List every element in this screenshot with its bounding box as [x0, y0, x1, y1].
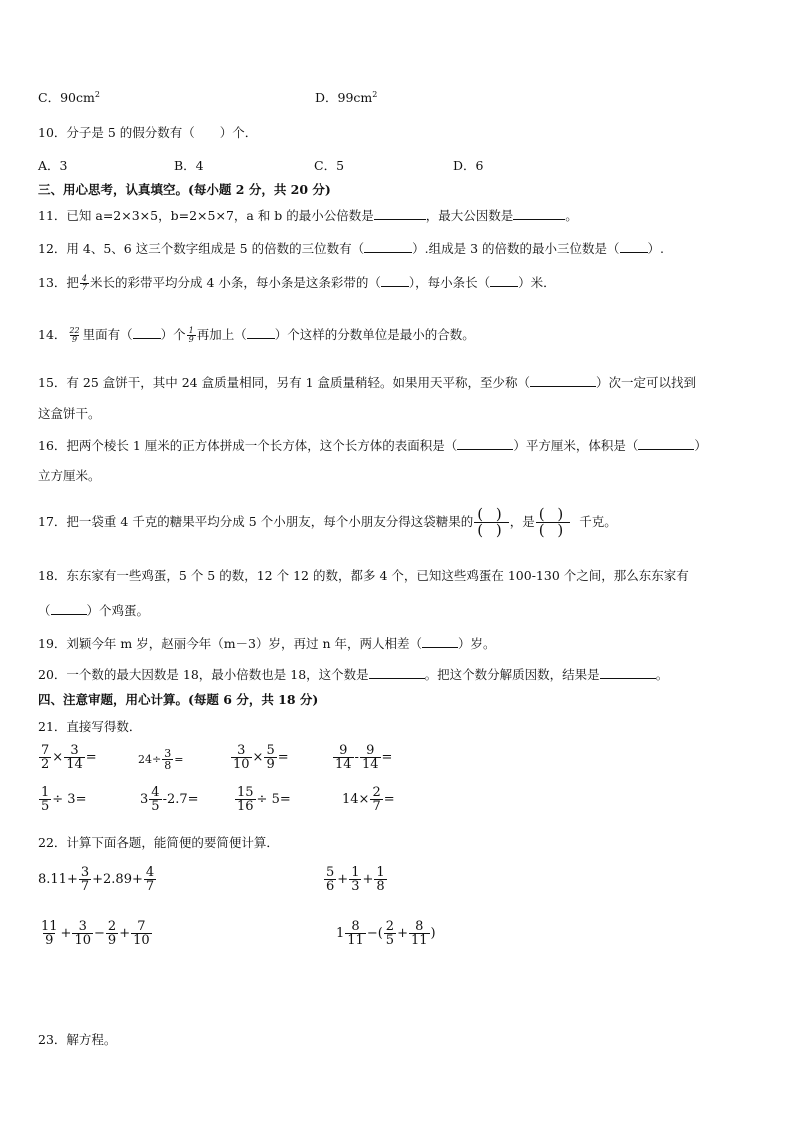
- section-4-heading: 四、注意审题，用心计算。(每题 6 分，共 18 分): [38, 692, 319, 707]
- q15-blank[interactable]: [530, 374, 596, 387]
- q10-option-b: B．4: [174, 158, 204, 173]
- q20-question: 20．一个数的最大因数是 18，最小倍数也是 18，这个数是 。把这个数分解质因数，结果是 。: [38, 667, 669, 682]
- q18-question-line2: （ ）个鸡蛋。: [38, 603, 150, 618]
- q17-blank-fraction-2[interactable]: $\frac{( )}{( )}$: [536, 507, 570, 538]
- q19-blank[interactable]: [422, 635, 458, 648]
- q17-question: 17．把一袋重 4 千克的糖果平均分成 5 个小朋友，每个小朋友分得这袋糖果的 $\frac{( )}{( )}$ ，是 $\frac{( )}{( )}$ 千克。: [38, 504, 617, 539]
- q21-title: 21．直接写得数．: [38, 719, 142, 734]
- q13-fraction: $\frac{4}{7}$: [81, 274, 87, 292]
- q22-title: 22．计算下面各题，能简便的要简便计算．: [38, 835, 279, 850]
- q22-expression-3: $\frac{11}{9}$ + $\frac{3}{10}$ − $\frac{2}{9}$ + $\frac{7}{10}$: [41, 919, 150, 948]
- q14-blank-1[interactable]: [133, 326, 161, 339]
- q23-title: 23．解方程。: [38, 1032, 117, 1047]
- q16-blank-volume[interactable]: [638, 437, 694, 450]
- q21-expression-4: $\frac{9}{14}$ - $\frac{9}{14}$ =: [335, 743, 393, 772]
- q14-blank-2[interactable]: [247, 326, 275, 339]
- q12-question: 12．用 4、5、6 这三个数字组成是 5 的倍数的三位数有（ ）.组成是 3 的倍数的最小三位数是（ ）.: [38, 241, 664, 256]
- q21-expression-8: 14× $\frac{2}{7}$ =: [342, 785, 395, 814]
- q13-blank-2[interactable]: [490, 274, 518, 287]
- q10-question: 10．分子是 5 的假分数有（ ）个．: [38, 125, 258, 140]
- q21-expression-2: 24÷ $\frac{3}{8}$ =: [138, 747, 184, 772]
- q21-expression-3: $\frac{3}{10}$ × $\frac{5}{9}$ =: [233, 743, 289, 772]
- q15-question-line1: 15．有 25 盒饼干，其中 24 盒质量相同，另有 1 盒质量稍轻。如果用天平称，至少称（ ）次一定可以找到: [38, 375, 697, 390]
- q22-expression-1: 8.11+ $\frac{3}{7}$ +2.89+ $\frac{4}{7}$: [38, 865, 155, 894]
- q11-question: 11．已知 a=2×3×5，b=2×5×7，a 和 b 的最小公倍数是 ，最大公因数是 。: [38, 208, 578, 223]
- q21-expression-6: 3 $\frac{4}{5}$ -2.7=: [140, 785, 199, 814]
- q14-fraction-1-9: $\frac{1}{9}$: [188, 326, 194, 344]
- q19-question: 19．刘颖今年 m 岁，赵丽今年（m－3）岁，再过 n 年，两人相差（ ）岁。: [38, 636, 496, 651]
- q13-question: 13．把 $\frac{4}{7}$ 米长的彩带平均分成 4 小条，每小条是这条彩带的（ ），每小条长（ ）米．: [38, 274, 556, 292]
- q18-question-line1: 18．东东家有一些鸡蛋，5 个 5 的数，12 个 12 的数，都多 4 个，已知这些鸡蛋在 100-130 个之间，那么东东家有: [38, 568, 689, 583]
- q13-blank-1[interactable]: [381, 274, 409, 287]
- q15-question-line2: 这盒饼干。: [38, 406, 101, 421]
- q10-option-c: C．5: [314, 158, 345, 173]
- q9-option-d: D．$99cm^2$: [315, 89, 378, 105]
- q12-blank-2[interactable]: [620, 240, 648, 253]
- q20-blank-number[interactable]: [369, 666, 425, 679]
- q9-option-c: C．$90cm^2$: [38, 89, 100, 105]
- q12-blank-1[interactable]: [364, 240, 412, 253]
- q11-blank-gcd[interactable]: [513, 207, 565, 220]
- q16-question-line2: 立方厘米。: [38, 468, 101, 483]
- q17-blank-fraction-1[interactable]: $\frac{( )}{( )}$: [474, 507, 508, 538]
- q21-expression-5: $\frac{1}{5}$ ÷ 3=: [41, 785, 87, 814]
- q21-expression-7: $\frac{15}{16}$ ÷ 5=: [237, 785, 291, 814]
- q10-option-d: D．6: [453, 158, 484, 173]
- q22-expression-4: 1 $\frac{8}{11}$ −( $\frac{2}{5}$ + $\frac{8}{11}$ ): [336, 919, 436, 948]
- q10-option-a: A．3: [38, 158, 68, 173]
- q21-expression-1: $\frac{7}{2}$ × $\frac{3}{14}$ =: [41, 743, 97, 772]
- q14-question: 14． $\frac{22}{9}$ 里面有（ ）个 $\frac{1}{9}$ 再加上（ ）个这样的分数单位是最小的合数。: [38, 326, 475, 344]
- q16-question-line1: 16．把两个棱长 1 厘米的正方体拼成一个长方体，这个长方体的表面积是（ ）平方厘米，体积是（ ）: [38, 438, 707, 453]
- q14-fraction-22-9: $\frac{22}{9}$: [69, 326, 80, 344]
- q18-blank[interactable]: [51, 602, 87, 615]
- q22-expression-2: $\frac{5}{6}$ + $\frac{1}{3}$ + $\frac{1}{8}$: [326, 865, 385, 894]
- section-3-heading: 三、用心思考，认真填空。(每小题 2 分，共 20 分): [38, 182, 331, 197]
- q11-blank-lcm[interactable]: [374, 207, 426, 220]
- q16-blank-area[interactable]: [457, 437, 513, 450]
- q20-blank-factorization[interactable]: [600, 666, 656, 679]
